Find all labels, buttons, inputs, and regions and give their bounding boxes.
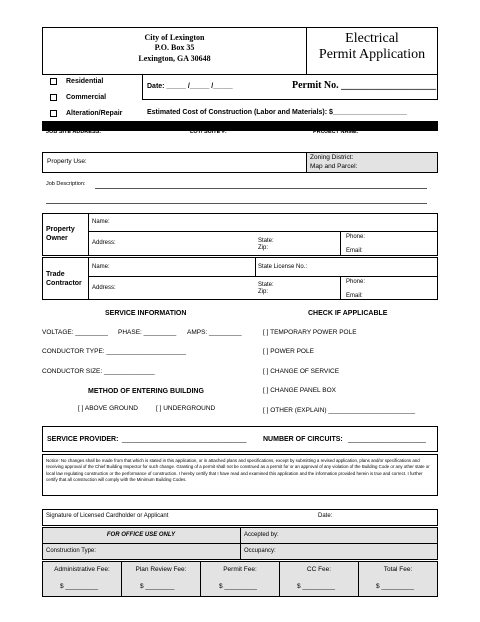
cc-fee-field[interactable]: $ _________ bbox=[297, 583, 335, 590]
check-applicable-heading: CHECK IF APPLICABLE bbox=[308, 310, 388, 317]
contractor-phone-label[interactable]: Phone: bbox=[346, 279, 366, 285]
underground-option[interactable]: [ ] UNDERGROUND bbox=[156, 405, 216, 412]
permit-fee-label: Permit Fee: bbox=[223, 566, 257, 573]
owner-row-divider bbox=[88, 231, 438, 232]
signature-label[interactable]: Signature of Licensed Cardholder or Applicant bbox=[46, 513, 169, 519]
contractor-name-label[interactable]: Name: bbox=[92, 264, 110, 270]
power-pole-option[interactable]: [ ] POWER POLE bbox=[263, 348, 314, 355]
commercial-checkbox[interactable] bbox=[50, 94, 57, 101]
state-license-label[interactable]: State License No.: bbox=[258, 264, 308, 270]
temporary-power-pole-option[interactable]: [ ] TEMPORARY POWER POLE bbox=[263, 329, 357, 336]
service-provider-field[interactable]: ________________________________ bbox=[122, 436, 247, 443]
number-of-circuits-field[interactable]: ____________________ bbox=[348, 436, 426, 443]
owner-address-label[interactable]: Address: bbox=[92, 240, 116, 246]
owner-phone-label[interactable]: Phone: bbox=[346, 234, 366, 240]
number-of-circuits-label: NUMBER OF CIRCUITS: bbox=[263, 436, 343, 443]
conductor-size-field[interactable]: CONDUCTOR SIZE: ______________ bbox=[42, 368, 155, 375]
plan-review-fee-label: Plan Review Fee: bbox=[135, 566, 187, 573]
title-line-1: Electrical bbox=[345, 31, 399, 46]
owner-name-label[interactable]: Name: bbox=[92, 219, 110, 225]
occupancy-label: Occupancy: bbox=[244, 548, 276, 554]
job-site-bar bbox=[42, 121, 438, 131]
job-description-line-2[interactable] bbox=[46, 203, 427, 204]
contractor-address-label[interactable]: Address: bbox=[92, 285, 116, 291]
alteration-repair-label: Alteration/Repair bbox=[66, 110, 123, 117]
permit-no-field[interactable]: Permit No. ___________________ bbox=[292, 80, 437, 91]
change-of-service-option[interactable]: [ ] CHANGE OF SERVICE bbox=[263, 368, 340, 375]
map-parcel-label: Map and Parcel: bbox=[310, 163, 358, 170]
service-provider-label: SERVICE PROVIDER: bbox=[47, 436, 119, 443]
signature-date-label[interactable]: Date: bbox=[318, 513, 333, 519]
owner-phone-divider bbox=[340, 231, 341, 256]
city-line-1: City of Lexington bbox=[144, 33, 205, 42]
plan-review-fee-field[interactable]: $ ________ bbox=[140, 583, 175, 590]
contractor-license-divider bbox=[255, 257, 256, 276]
owner-email-label[interactable]: Email: bbox=[346, 248, 363, 254]
method-entering-heading: METHOD OF ENTERING BUILDING bbox=[88, 388, 204, 395]
contractor-divider bbox=[88, 257, 89, 300]
zoning-district-label: Zoning District: bbox=[310, 154, 354, 161]
contractor-email-label[interactable]: Email: bbox=[346, 293, 363, 299]
trade-contractor-label-2: Contractor bbox=[46, 280, 82, 287]
owner-zip-label[interactable]: Zip: bbox=[258, 245, 269, 251]
lot-suite-label: LOT/ SUITE #: bbox=[190, 129, 227, 135]
amps-field[interactable]: AMPS: _________ bbox=[187, 329, 242, 336]
property-use-label: Property Use: bbox=[47, 158, 87, 165]
owner-state-label[interactable]: State: bbox=[258, 238, 274, 244]
trade-contractor-label-1: Trade bbox=[46, 271, 65, 278]
owner-divider bbox=[88, 213, 89, 256]
commercial-label: Commercial bbox=[66, 94, 107, 101]
administrative-fee-field[interactable]: $ _________ bbox=[60, 583, 98, 590]
title-line-2: Permit Application bbox=[318, 47, 426, 62]
residential-checkbox[interactable] bbox=[50, 78, 57, 85]
above-ground-option[interactable]: [ ] ABOVE GROUND bbox=[78, 405, 138, 412]
office-use-divider bbox=[240, 527, 241, 560]
contractor-state-label[interactable]: State: bbox=[258, 282, 274, 288]
phase-field[interactable]: PHASE: _________ bbox=[118, 329, 177, 336]
contractor-zip-label[interactable]: Zip: bbox=[258, 289, 269, 295]
job-description-line-1[interactable] bbox=[95, 188, 427, 189]
construction-type-label: Construction Type: bbox=[46, 548, 96, 554]
city-line-2: P.O. Box 35 bbox=[154, 43, 195, 52]
property-owner-label-2: Owner bbox=[46, 235, 68, 242]
job-site-address-label: JOB SITE ADDRESS: bbox=[46, 129, 102, 135]
administrative-fee-label: Administrative Fee: bbox=[54, 566, 110, 573]
job-description-label: Job Description: bbox=[46, 181, 86, 187]
residential-label: Residential bbox=[66, 78, 104, 85]
date-field[interactable]: Date: _____ /_____ /_____ bbox=[147, 83, 233, 90]
total-fee-field[interactable]: $ _________ bbox=[376, 583, 414, 590]
contractor-row-divider bbox=[88, 276, 438, 277]
contractor-phone-divider bbox=[340, 276, 341, 300]
conductor-type-field[interactable]: CONDUCTOR TYPE: ______________________ bbox=[42, 348, 186, 355]
estimated-cost-field[interactable]: Estimated Cost of Construction (Labor and Materials): $___________________ bbox=[147, 109, 407, 116]
permit-fee-field[interactable]: $ _________ bbox=[219, 583, 257, 590]
other-explain-option[interactable]: [ ] OTHER (EXPLAIN) ________________________ bbox=[263, 407, 416, 414]
office-use-label: FOR OFFICE USE ONLY bbox=[106, 532, 176, 538]
accepted-by-label: Accepted by: bbox=[244, 532, 279, 538]
alteration-repair-checkbox[interactable] bbox=[50, 110, 57, 117]
service-information-heading: SERVICE INFORMATION bbox=[105, 310, 187, 317]
change-panel-box-option[interactable]: [ ] CHANGE PANEL BOX bbox=[263, 387, 336, 394]
cc-fee-label: CC Fee: bbox=[306, 566, 332, 573]
notice-text: Notice: No changes shall be made from that which is stated in this application, or in attached plans and specifications, except by submitting a revised application, plans and/or specifications and receiving approval of the Chief Building Inspector for such change. Granting of a permit shall not be construed as a permit for or an approval of any violation of the Building Code or any other state or local law regulating construction or the performance of construction. I hereby certify that I have read and examined this application and the information provided herein is true and correct. I further certify that all construction will comply with the Minimum Building Codes. bbox=[46, 458, 430, 483]
project-name-label: PROJECT NAME: bbox=[313, 129, 359, 135]
total-fee-label: Total Fee: bbox=[383, 566, 413, 573]
voltage-field[interactable]: VOLTAGE: _________ bbox=[42, 329, 108, 336]
city-line-3: Lexington, GA 30648 bbox=[138, 54, 211, 63]
property-owner-label-1: Property bbox=[46, 226, 75, 233]
